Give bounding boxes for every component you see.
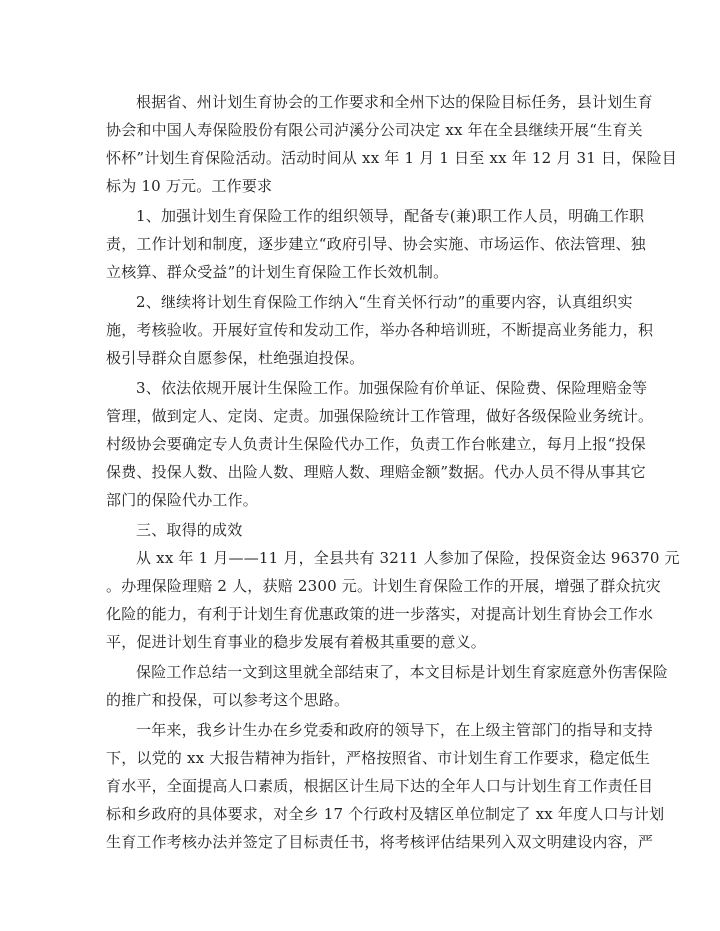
annual-report-line-3: 育水平，全面提高人口素质，根据区计生局下达的全年人口与计划生育工作责任目 bbox=[106, 777, 654, 795]
annual-report-line-2: 下，以党的 xx 大报告精神为指针，严格按照省、市计划生育工作要求，稳定低生 bbox=[106, 749, 651, 767]
requirement-3-line-3: 村级协会要确定专人负责计生保险代办工作，负责工作台帐建立，每月上报“投保 bbox=[106, 435, 646, 453]
paragraph-1-line-2: 协会和中国人寿保险股份有限公司泸溪分公司决定 xx 年在全县继续开展“生育关 bbox=[106, 121, 643, 139]
requirement-3-line-5: 部门的保险代办工作。 bbox=[106, 491, 259, 509]
paragraph-1-line-1: 根据省、州计划生育协会的工作要求和全州下达的保险目标任务，县计划生育 bbox=[136, 93, 653, 111]
results-line-4: 平，促进计划生育事业的稳步发展有着极其重要的意义。 bbox=[106, 633, 487, 651]
results-line-2: 。办理保险理赔 2 人，获赔 2300 元。计划生育保险工作的开展，增强了群众抗灾 bbox=[106, 577, 661, 595]
requirement-3-line-2: 管理，做到定人、定岗、定责。加强保险统计工作管理，做好各级保险业务统计。 bbox=[106, 407, 654, 425]
summary-line-1: 保险工作总结一文到这里就全部结束了，本文目标是计划生育家庭意外伤害保险 bbox=[136, 663, 669, 681]
paragraph-1-line-4: 标为 10 万元。工作要求 bbox=[106, 177, 273, 195]
results-line-3: 化险的能力，有利于计划生育优惠政策的进一步落实，对提高计划生育协会工作水 bbox=[106, 605, 654, 623]
paragraph-1-line-3: 怀杯”计划生育保险活动。活动时间从 xx 年 1 月 1 日至 xx 年 12 月 31 日，保险目 bbox=[106, 149, 677, 167]
requirement-1-line-3: 立核算、群众受益”的计划生育保险工作长效机制。 bbox=[106, 263, 449, 281]
results-line-1: 从 xx 年 1 月——11 月，全县共有 3211 人参加了保险，投保资金达 96370 元 bbox=[136, 549, 680, 567]
requirement-2-line-3: 极引导群众自愿参保，杜绝强迫投保。 bbox=[106, 349, 365, 367]
requirement-1-line-2: 责，工作计划和制度，逐步建立“政府引导、协会实施、市场运作、依法管理、独 bbox=[106, 235, 646, 253]
summary-line-2: 的推广和投保，可以参考这个思路。 bbox=[106, 691, 350, 709]
requirement-1-line-1: 1、加强计划生育保险工作的组织领导，配备专(兼)职工作人员，明确工作职 bbox=[136, 207, 645, 225]
requirement-2-line-1: 2、继续将计划生育保险工作纳入“生育关怀行动”的重要内容，认真组织实 bbox=[136, 293, 633, 311]
requirement-2-line-2: 施，考核验收。开展好宣传和发动工作，举办各种培训班，不断提高业务能力，积 bbox=[106, 321, 654, 339]
annual-report-line-5: 生育工作考核办法并签定了目标责任书，将考核评估结果列入双文明建设内容，严 bbox=[106, 833, 654, 851]
requirement-3-line-4: 保费、投保人数、出险人数、理赔人数、理赔金额”数据。代办人员不得从事其它 bbox=[106, 463, 646, 481]
annual-report-line-1: 一年来，我乡计生办在乡党委和政府的领导下，在上级主管部门的指导和支持 bbox=[136, 721, 653, 739]
annual-report-line-4: 标和乡政府的具体要求，对全乡 17 个行政村及辖区单位制定了 xx 年度人口与计划 bbox=[106, 805, 665, 823]
requirement-3-line-1: 3、依法依规开展计生保险工作。加强保险有价单证、保险费、保险理赔金等 bbox=[136, 379, 648, 397]
section-heading-results: 三、取得的成效 bbox=[136, 521, 243, 539]
